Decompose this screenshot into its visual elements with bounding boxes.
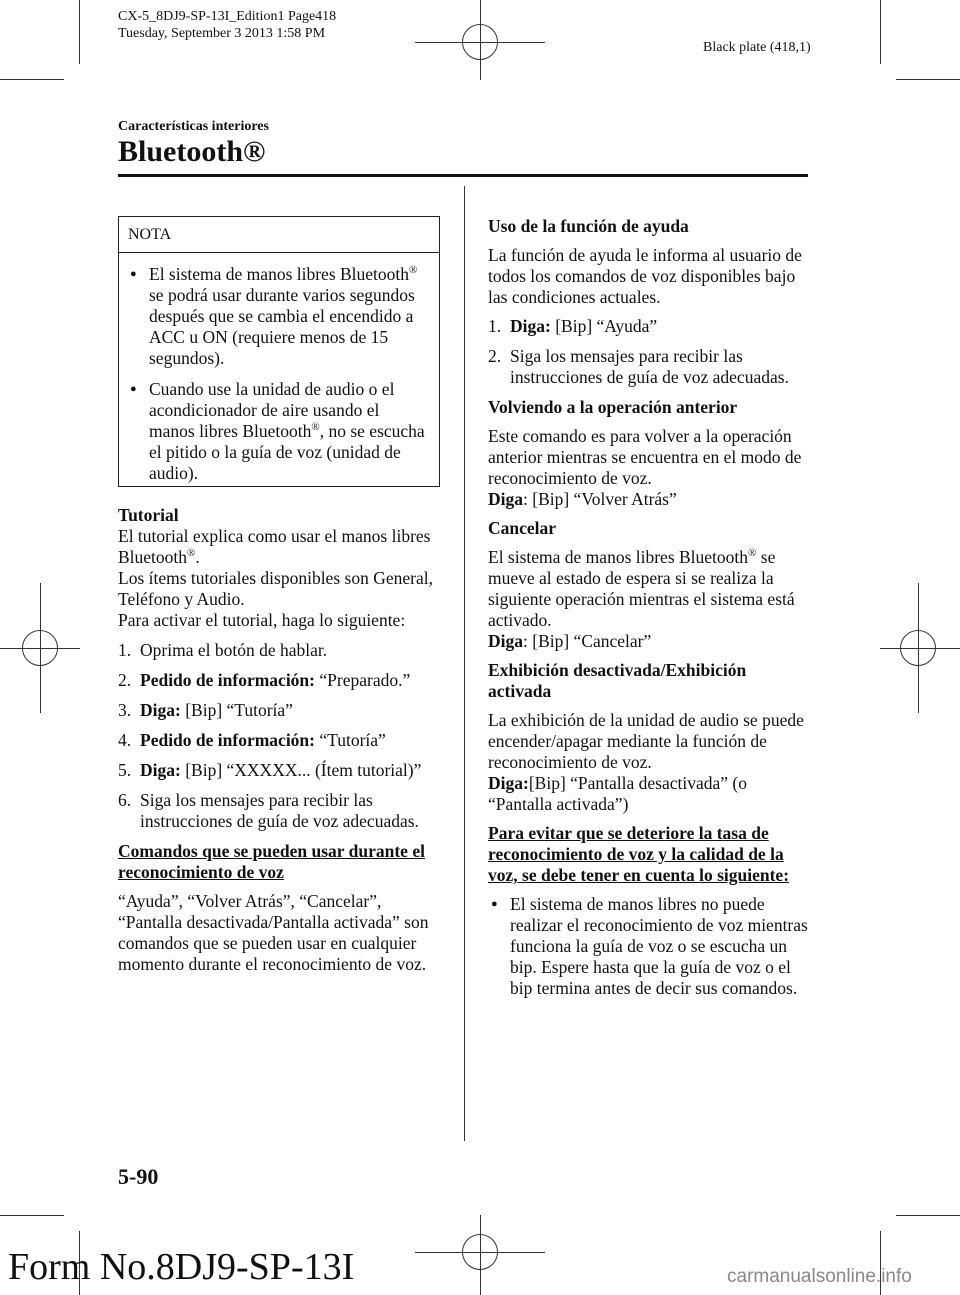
- right-column: [488, 216, 808, 1009]
- step-item: 5. Diga: [Bip] “XXXXX... (Ítem tutorial)”: [118, 760, 422, 780]
- step-item: 6. Siga los mensajes para recibir las instrucciones de guía de voz adecuadas.: [118, 790, 419, 831]
- step-item: 3. Diga: [Bip] “Tutoría”: [118, 700, 293, 720]
- tutorial-line-3: Para activar el tutorial, haga lo siguiente:: [118, 610, 406, 630]
- display-heading: Exhibición desactivada/Exhibición activada: [488, 660, 747, 701]
- tutorial-line-1: El tutorial explica como usar el manos libres Bluetooth®.: [118, 526, 431, 567]
- step-item: 1. Oprima el botón de hablar.: [118, 640, 328, 660]
- warning-bullet: ● El sistema de manos libres no puede realizar el reconocimiento de voz mientras funciona la guía de voz o se escucha un bip. Espere hasta que la guía de voz o el bip termina antes de decir sus comandos.: [491, 894, 808, 998]
- note-bullet: ● Cuando use la unidad de audio o el acondicionador de aire usando el manos libres Bluetooth®, no se escucha el pitido o la guía de voz (unidad de audio).: [130, 379, 425, 483]
- form-number: Form No.8DJ9-SP-13I: [8, 1246, 355, 1288]
- cancel-heading: Cancelar: [488, 518, 557, 538]
- tutorial-heading: Tutorial: [118, 505, 179, 525]
- display-text: La exhibición de la unidad de audio se puede encender/apagar mediante la función de reconocimiento de voz. Diga:[Bip] “Pantalla desactivada” (o “Pantalla activada”): [488, 710, 804, 814]
- section-label: Características interiores: [118, 119, 269, 134]
- help-step: 2. Siga los mensajes para recibir las instrucciones de guía de voz adecuadas.: [488, 346, 789, 387]
- cancel-text: El sistema de manos libres Bluetooth® se mueve al estado de espera si se realiza la siguiente operación mientras el sistema está activado. Diga: [Bip] “Cancelar”: [488, 547, 795, 651]
- left-column: [118, 505, 438, 983]
- bullet-icon: ●: [130, 268, 137, 280]
- commands-text: “Ayuda”, “Volver Atrás”, “Cancelar”, “Pantalla desactivada/Pantalla activada” son comandos que se pueden usar en cualquier momento durante el reconocimiento de voz.: [118, 891, 429, 974]
- print-file-line: CX-5_8DJ9-SP-13I_Edition1 Page418: [118, 9, 337, 24]
- back-text: Este comando es para volver a la operación anterior mientras se encuentra en el modo de reconocimiento de voz. Diga: [Bip] “Volver Atrás”: [488, 426, 802, 509]
- page-number: 5-90: [118, 1164, 159, 1189]
- commands-heading: Comandos que se pueden usar durante el reconocimiento de voz: [118, 841, 425, 882]
- note-heading: NOTA: [119, 217, 439, 253]
- help-text: La función de ayuda le informa al usuario de todos los comandos de voz disponibles bajo las condiciones actuales.: [488, 245, 802, 307]
- tutorial-line-2: Los ítems tutoriales disponibles son General, Teléfono y Audio.: [118, 568, 433, 609]
- note-box: [118, 216, 440, 487]
- page-title: Bluetooth®: [118, 135, 266, 168]
- plate-label: Black plate (418,1): [703, 40, 811, 55]
- watermark-logo: carmanualsonline.info: [727, 1266, 912, 1287]
- column-divider: [464, 186, 465, 1141]
- help-step: 1. Diga: [Bip] “Ayuda”: [488, 316, 658, 336]
- note-bullet: ● El sistema de manos libres Bluetooth® se podrá usar durante varios segundos después que se cambia el encendido a ACC u ON (requiere menos de 15 segundos).: [130, 264, 418, 368]
- bullet-icon: ●: [491, 898, 498, 910]
- title-rule: [118, 174, 808, 177]
- warning-heading: Para evitar que se deteriore la tasa de reconocimiento de voz y la calidad de la voz, se debe tener en cuenta lo siguiente:: [488, 823, 790, 885]
- help-heading: Uso de la función de ayuda: [488, 216, 689, 236]
- back-heading: Volviendo a la operación anterior: [488, 397, 738, 417]
- step-item: 4. Pedido de información: “Tutoría”: [118, 730, 386, 750]
- step-item: 2. Pedido de información: “Preparado.”: [118, 670, 411, 690]
- bullet-icon: ●: [130, 383, 137, 395]
- print-date-line: Tuesday, September 3 2013 1:58 PM: [118, 26, 326, 41]
